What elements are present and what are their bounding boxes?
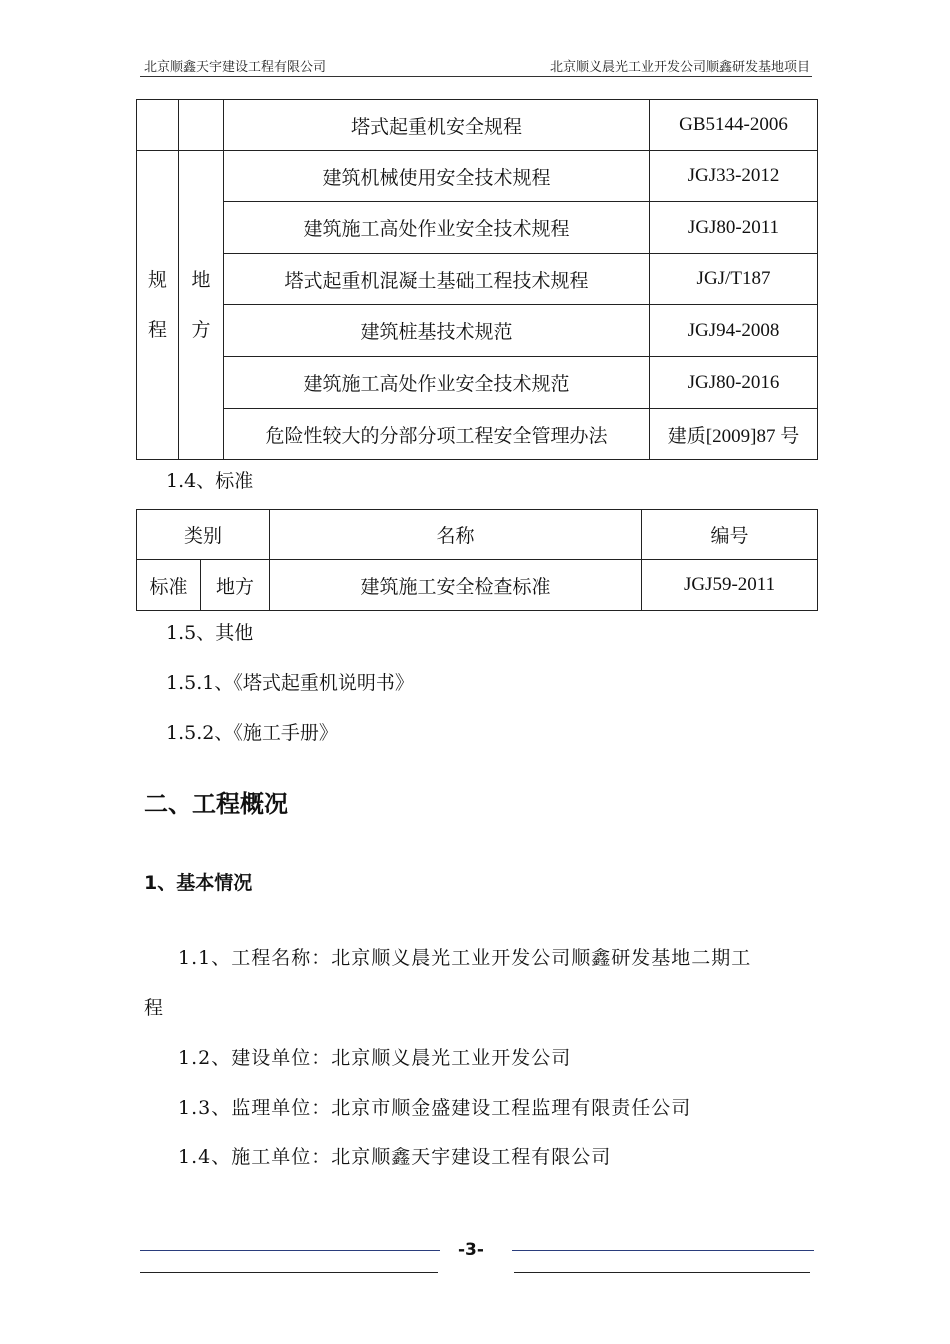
header-divider <box>140 76 812 77</box>
header-project: 北京顺义晨光工业开发公司顺鑫研发基地项目 <box>549 60 810 75</box>
regulation-name: 建筑施工高处作业安全技术规范 <box>224 357 650 409</box>
regulation-code: 建质[2009]87 号 <box>650 409 818 460</box>
basic-info-supervisor: 1.3、监理单位：北京市顺金盛建设工程监理有限责任公司 <box>178 1097 692 1119</box>
section-1-4-title: 1.4、标准 <box>166 470 254 492</box>
header-category: 类别 <box>137 510 270 560</box>
regulations-table <box>136 99 818 460</box>
table-row <box>137 151 818 202</box>
footer-line-left-top <box>140 1250 440 1251</box>
empty-cell <box>137 100 179 151</box>
category-label-local: 地方 <box>191 269 211 341</box>
footer-line-right-bottom <box>514 1272 810 1273</box>
basic-info-project-name-cont: 程 <box>144 997 165 1019</box>
table-row <box>137 202 818 254</box>
section-heading: 1、基本情况 <box>144 872 253 894</box>
regulation-name: 建筑施工高处作业安全技术规程 <box>224 202 650 254</box>
table-row <box>137 560 818 611</box>
chapter-heading: 二、工程概况 <box>144 790 288 818</box>
footer-line-left-bottom <box>140 1272 438 1273</box>
regulation-code: JGJ33-2012 <box>650 151 818 202</box>
regulation-name: 塔式起重机安全规程 <box>224 100 650 151</box>
standard-code: JGJ59-2011 <box>642 560 818 611</box>
table-row <box>137 100 818 151</box>
standards-table <box>136 509 818 611</box>
category-label-regulation: 规程 <box>147 269 167 341</box>
basic-info-project-name: 1.1、工程名称：北京顺义晨光工业开发公司顺鑫研发基地二期工 <box>178 947 752 969</box>
regulation-name: 塔式起重机混凝土基础工程技术规程 <box>224 254 650 305</box>
footer-line-right-top <box>512 1250 814 1251</box>
item-1-5-1: 1.5.1、《塔式起重机说明书》 <box>166 672 414 694</box>
page-number: -3- <box>458 1240 484 1260</box>
regulation-name: 建筑桩基技术规范 <box>224 305 650 357</box>
category-local: 地方 <box>201 560 270 611</box>
category-cell-local <box>179 151 224 460</box>
table-row <box>137 305 818 357</box>
regulation-code: JGJ/T187 <box>650 254 818 305</box>
table-row <box>137 409 818 460</box>
table-row <box>137 357 818 409</box>
category-standard: 标准 <box>137 560 201 611</box>
header-name: 名称 <box>270 510 642 560</box>
standard-name: 建筑施工安全检查标准 <box>270 560 642 611</box>
regulation-code: JGJ80-2011 <box>650 202 818 254</box>
table-row <box>137 254 818 305</box>
regulation-code: GB5144-2006 <box>650 100 818 151</box>
header-code: 编号 <box>642 510 818 560</box>
regulation-name: 危险性较大的分部分项工程安全管理办法 <box>224 409 650 460</box>
empty-cell <box>179 100 224 151</box>
category-cell-regulation <box>137 151 179 460</box>
regulation-name: 建筑机械使用安全技术规程 <box>224 151 650 202</box>
regulation-code: JGJ80-2016 <box>650 357 818 409</box>
basic-info-owner: 1.2、建设单位：北京顺义晨光工业开发公司 <box>178 1047 572 1069</box>
table-header-row <box>137 510 818 560</box>
section-1-5-title: 1.5、其他 <box>166 622 254 644</box>
regulation-code: JGJ94-2008 <box>650 305 818 357</box>
item-1-5-2: 1.5.2、《施工手册》 <box>166 722 338 744</box>
basic-info-contractor: 1.4、施工单位：北京顺鑫天宇建设工程有限公司 <box>178 1146 612 1168</box>
header-company: 北京顺鑫天宇建设工程有限公司 <box>144 60 327 75</box>
